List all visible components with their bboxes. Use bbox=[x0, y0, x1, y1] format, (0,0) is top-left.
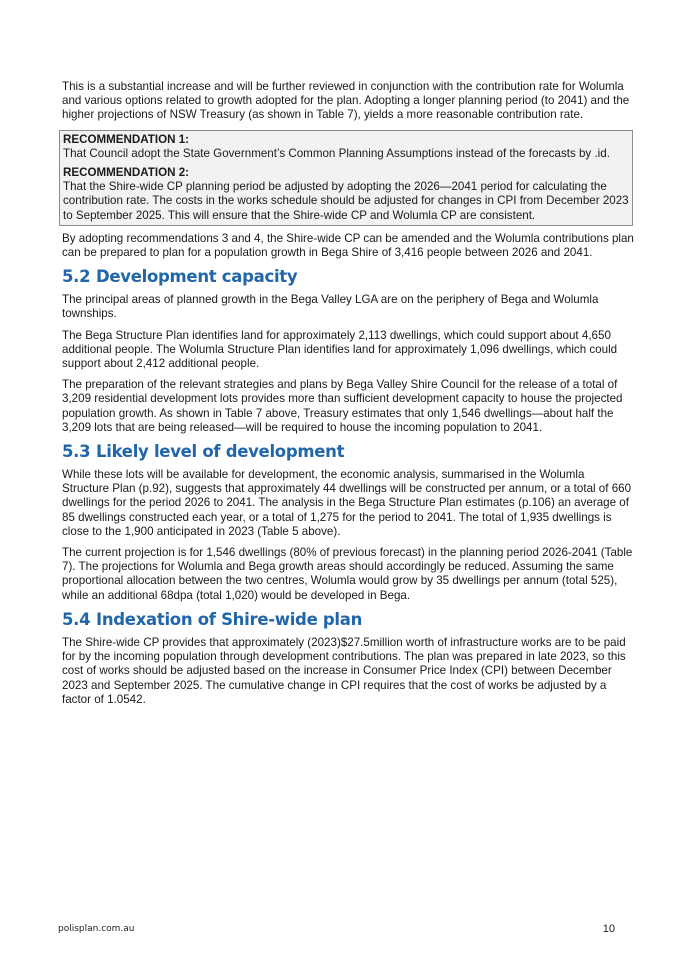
footer-website: polisplan.com.au bbox=[58, 924, 135, 934]
section-heading-5-4 bbox=[62, 610, 634, 630]
paragraph: The current projection is for 1,546 dwellings (80% of previous forecast) in the planning period 2026-2041 (Table 7). The projections for Wolumla and Bega growth areas should accordingly be reduced. Assuming the same proportional allocation between the two centres, Wolumla would grow by 35 dwellings per annum (total 525), while an additional 68dpa (total 1,020) would be developed in Bega. bbox=[62, 546, 633, 602]
section-number: 5.4 bbox=[62, 609, 91, 629]
paragraph: While these lots will be available for development, the economic analysis, summarised in the Wolumla Structure Plan (p.92), suggests that approximately 44 dwellings will be constructed per annum, or a total of 660 dwellings for the period 2026 to 2041. The analysis in the Bega Structure Plan estimates (p.106) an average of 85 dwellings constructed each year, or a total of 1,275 for the period to 2041. The total of 1,935 dwellings is close to the 1,900 anticipated in 2023 (Table 5 above). bbox=[62, 468, 632, 538]
paragraph: The principal areas of planned growth in the Bega Valley LGA are on the periphery of Bega and Wolumla townships. bbox=[62, 293, 599, 321]
recommendation-2-text: That the Shire-wide CP planning period be adjusted by adopting the 2026—2041 period for calculating the contribution rate. The costs in the works schedule should be adjusted for changes in CPI from December 2023 to September 2025. This will ensure that the Shire-wide CP and Wolumla CP are consistent. bbox=[63, 180, 629, 222]
page-content bbox=[62, 80, 634, 714]
recommendation-2-title: RECOMMENDATION 2: bbox=[63, 166, 190, 180]
section-title: Likely level of development bbox=[96, 442, 345, 462]
page-number: 10 bbox=[602, 923, 615, 935]
recommendation-1-text: That Council adopt the State Government’s Common Planning Assumptions instead of the forecasts by .id. bbox=[63, 146, 610, 160]
paragraph: The Shire-wide CP provides that approximately (2023)$27.5million worth of infrastructure works are to be paid for by the incoming population through development contributions. The plan was prepared in late 2023, so this cost of works should be adjusted based on the increase in Consumer Price Index (CPI) between December 2023 and September 2025. The cumulative change in CPI requires that the cost of works be adjusted by a factor of 1.0542. bbox=[62, 635, 626, 706]
section-heading-5-2 bbox=[62, 267, 634, 287]
section-heading-5-3 bbox=[62, 442, 634, 462]
section-number: 5.3 bbox=[62, 442, 91, 462]
section-number: 5.2 bbox=[62, 267, 91, 287]
paragraph: The preparation of the relevant strategies and plans by Bega Valley Shire Council for the release of a total of 3,209 residential development lots provides more than sufficient development capacity to house the projected population growth. As shown in Table 7 above, Treasury estimates that only 1,546 dwellings—about half the 3,209 lots that are being released—will be required to house the incoming population to 2041. bbox=[62, 378, 623, 434]
recommendation-1-title: RECOMMENDATION 1: bbox=[63, 132, 190, 146]
section-title: Development capacity bbox=[96, 267, 298, 287]
intro-paragraph: This is a substantial increase and will be further reviewed in conjunction with the contribution rate for Wolumla and various options related to growth adopted for the plan. Adopting a longer planning period (to 2041) and the higher projections of NSW Treasury (as shown in Table 7), yields a more reasonable contribution rate. bbox=[62, 80, 630, 122]
recommendations-box bbox=[59, 130, 633, 226]
section-title: Indexation of Shire-wide plan bbox=[96, 609, 363, 629]
after-recommendations-paragraph: By adopting recommendations 3 and 4, the Shire-wide CP can be amended and the Wolumla contributions plan can be prepared to plan for a population growth in Bega Shire of 3,416 people between 2026 and 2041. bbox=[62, 231, 634, 260]
paragraph: The Bega Structure Plan identifies land for approximately 2,113 dwellings, which could support about 4,650 additional people. The Wolumla Structure Plan identifies land for approximately 1,096 dwellings, which could support about 2,412 additional people. bbox=[62, 328, 618, 371]
